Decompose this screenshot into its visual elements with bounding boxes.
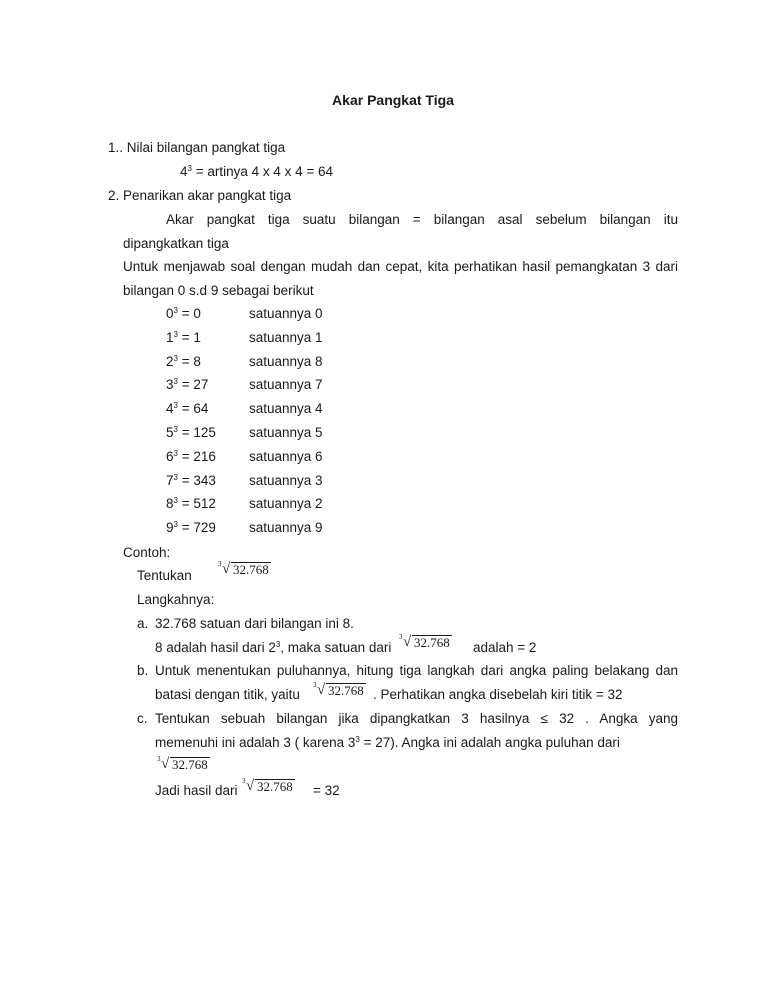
section2-heading: 2. Penarikan akar pangkat tiga: [108, 188, 292, 203]
tentukan-text: Tentukan: [137, 568, 192, 583]
radical-sign-icon: √: [403, 634, 412, 650]
cube-equation: $3^3 = 27$: [166, 377, 209, 392]
intro-line-1: Untuk menjawab soal dengan mudah dan cepat, kita perhatikan hasil pemangkatan 3 dari: [123, 259, 678, 274]
cube-equation: $7^3 = 343$: [166, 473, 216, 488]
section1-example: $4^3$ = artinya 4 x 4 x 4 = 64: [180, 164, 334, 179]
step-a-line-2: 8 adalah hasil dari $2^3$, maka satuan dari: [155, 640, 392, 655]
step-b-marker: b.: [137, 663, 149, 678]
example-label: Contoh:: [123, 545, 171, 560]
step-a-marker: a.: [137, 616, 149, 631]
step-a-line-1: 32.768 satuan dari bilangan ini 8.: [155, 616, 354, 631]
unit-digit-note: satuannya 5: [249, 425, 323, 440]
conclusion-result: = 32: [313, 783, 340, 798]
radical-sign-icon: √: [317, 682, 326, 698]
unit-digit-note: satuannya 0: [249, 306, 323, 321]
unit-digit-note: satuannya 3: [249, 473, 323, 488]
conclusion-start: Jadi hasil dari: [155, 783, 238, 798]
radical-sign-icon: √: [161, 756, 170, 772]
unit-digit-note: satuannya 2: [249, 496, 323, 511]
step-c-line-1: Tentukan sebuah bilangan jika dipangkatkan 3 hasilnya ≤ 32 . Angka yang: [155, 711, 678, 726]
unit-digit-note: satuannya 9: [249, 520, 323, 535]
step-a-result: adalah = 2: [473, 640, 537, 655]
cube-equation: $5^3 = 125$: [166, 425, 216, 440]
step-c-marker: c.: [137, 711, 148, 726]
definition-line-1: Akar pangkat tiga suatu bilangan = bilangan asal sebelum bilangan itu: [166, 212, 678, 227]
radical-sign-icon: √: [246, 778, 255, 794]
cube-equation: $1^3 = 1$: [166, 330, 201, 345]
unit-digit-note: satuannya 8: [249, 354, 323, 369]
unit-digit-note: satuannya 4: [249, 401, 323, 416]
step-b-line-2-end: . Perhatikan angka disebelah kiri titik = 32: [373, 687, 623, 702]
unit-digit-note: satuannya 7: [249, 377, 323, 392]
section1-heading: 1.. Nilai bilangan pangkat tiga: [108, 140, 286, 155]
step-b-line-1: Untuk menentukan puluhannya, hitung tiga langkah dari angka paling belakang dan: [155, 663, 678, 678]
cube-equation: $9^3 = 729$: [166, 520, 216, 535]
definition-line-2: dipangkatkan tiga: [123, 236, 229, 251]
unit-digit-note: satuannya 6: [249, 449, 323, 464]
cube-equation: $6^3 = 216$: [166, 449, 216, 464]
radical-sign-icon: √: [222, 561, 231, 577]
intro-line-2: bilangan 0 s.d 9 sebagai berikut: [123, 283, 314, 298]
page-title: Akar Pangkat Tiga: [332, 92, 454, 108]
cube-equation: $2^3 = 8$: [166, 354, 201, 369]
steps-label: Langkahnya:: [137, 592, 215, 607]
step-c-line-2: memenuhi ini adalah 3 ( karena $3^3 = 27$). Angka ini adalah angka puluhan dari: [155, 735, 620, 750]
step-b-line-2-start: batasi dengan titik, yaitu: [155, 687, 300, 702]
unit-digit-note: satuannya 1: [249, 330, 323, 345]
cube-equation: $8^3 = 512$: [166, 496, 216, 511]
cube-equation: $4^3 = 64$: [166, 401, 209, 416]
cube-equation: $0^3 = 0$: [166, 306, 201, 321]
